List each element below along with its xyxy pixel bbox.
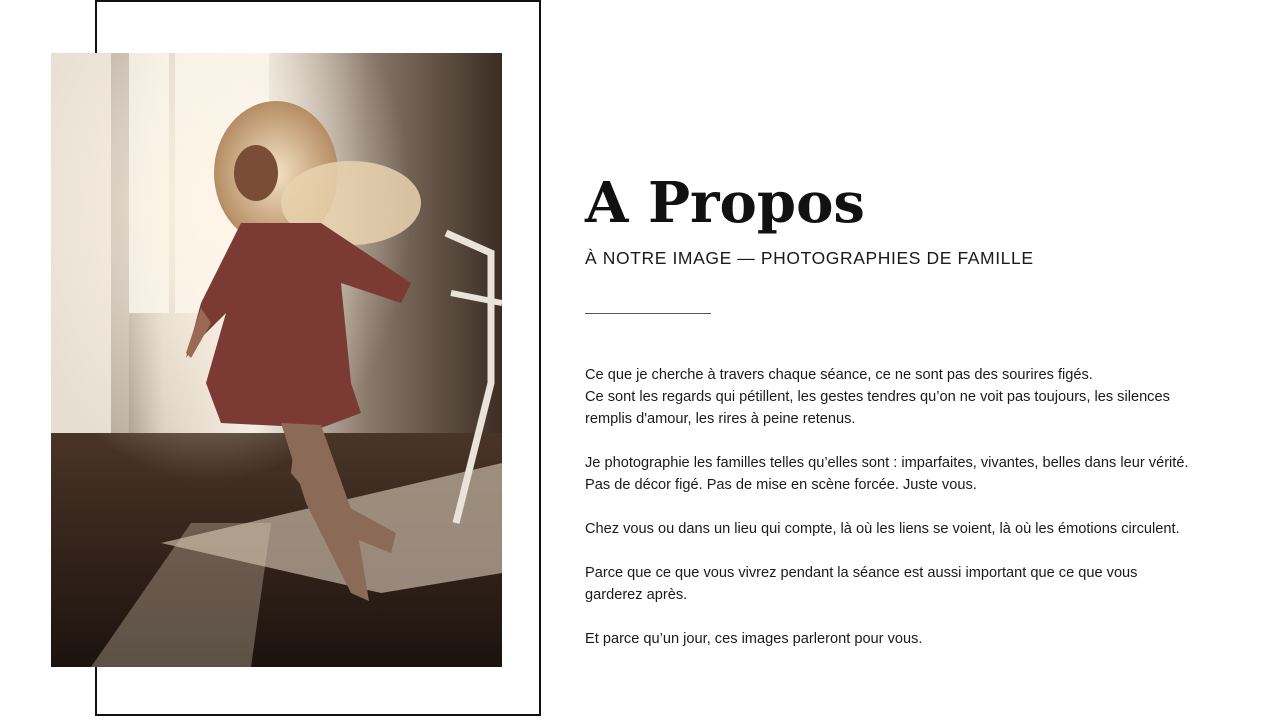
girl-dancing-photo — [51, 53, 502, 667]
text-line: Chez vous ou dans un lieu qui compte, là où les liens se voient, là où les émotions circulent. — [585, 521, 1180, 537]
text-line: garderez après. — [585, 587, 688, 603]
page-subtitle: À NOTRE IMAGE — PHOTOGRAPHIES DE FAMILLE — [585, 248, 1034, 268]
about-content — [585, 170, 1245, 672]
paragraph — [585, 628, 1245, 650]
text-line: Ce que je cherche à travers chaque séance, ce ne sont pas des sourires figés. — [585, 367, 1093, 383]
paragraph — [585, 518, 1245, 540]
text-line: Et parce qu’un jour, ces images parleront pour vous. — [585, 631, 923, 647]
paragraph — [585, 562, 1245, 606]
page-title: A Propos — [585, 170, 865, 236]
text-line: Je photographie les familles telles qu’elles sont : imparfaites, vivantes, belles dans leur vérité. — [585, 455, 1189, 471]
paragraph — [585, 364, 1245, 430]
text-line: Parce que ce que vous vivrez pendant la séance est aussi important que ce que vous — [585, 565, 1138, 581]
text-line: Pas de décor figé. Pas de mise en scène forcée. Juste vous. — [585, 477, 977, 493]
about-text — [585, 364, 1245, 650]
text-line: Ce sont les regards qui pétillent, les gestes tendres qu’on ne voit pas toujours, les silences — [585, 389, 1170, 405]
text-line: remplis d'amour, les rires à peine retenus. — [585, 411, 856, 427]
paragraph — [585, 452, 1245, 496]
photo-illustration — [51, 53, 502, 667]
title-divider — [585, 313, 711, 314]
